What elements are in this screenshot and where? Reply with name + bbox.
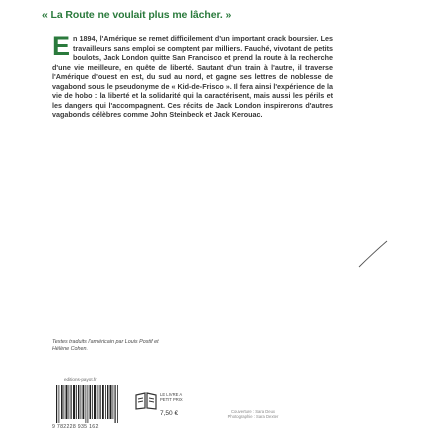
cover-credit-line-1: Couverture : Sara Deux (231, 409, 275, 414)
open-book-icon (135, 392, 157, 410)
cover-credit-line-2: Photographie : Sara Dexter (227, 414, 279, 420)
blurb-text: n 1894, l'Amérique se remet difficilement d'un important crack boursier. Les travailleurs sans emploi se comptent par milliers. Fauché, vivotant de petits boulots, Jack London quitte San Francisco et prend la route à la recherche d'une vie meilleure, en quête de liberté. Sautant d'un train à l'autre, il traverse l'Amérique d'ouest en est, du sud au nord, et gagne ses lettres de noblesse de vagabond sous le pseudonyme de « Kid-de-Frisco ». Il fera ainsi l'expérience de la vie de hobo : la liberté et la solidarité qui la caractérisent, mais aussi les périls et les dangers qui l'accompagnent. Ces récits de Jack London inspirerons d'autres vagabonds célèbres comme John Steinbeck et Jack Kerouac. (52, 34, 333, 120)
blurb-paragraph (52, 31, 333, 120)
price: 7,50 € (160, 410, 179, 417)
barcode (52, 383, 127, 423)
translators-credit: Textes traduits l'américain par Louis Postif et Hélène Cohen. (52, 339, 159, 352)
cover-credit (208, 409, 298, 419)
collection-line-1: LE LIVRE A (160, 392, 183, 397)
isbn-number: 9 782228 935 162 (52, 424, 99, 430)
drop-cap: E (52, 31, 71, 61)
tagline-quote: « La Route ne voulait plus me lâcher. » (42, 9, 232, 21)
slash-icon (357, 239, 389, 269)
barcode-icon (52, 383, 127, 423)
collection-line-2: PETIT PRIX (160, 397, 183, 402)
decorative-slash (357, 239, 389, 274)
publisher-site: editions-payot.fr (64, 377, 97, 382)
collection-label (160, 392, 200, 402)
book-logo (135, 392, 157, 410)
